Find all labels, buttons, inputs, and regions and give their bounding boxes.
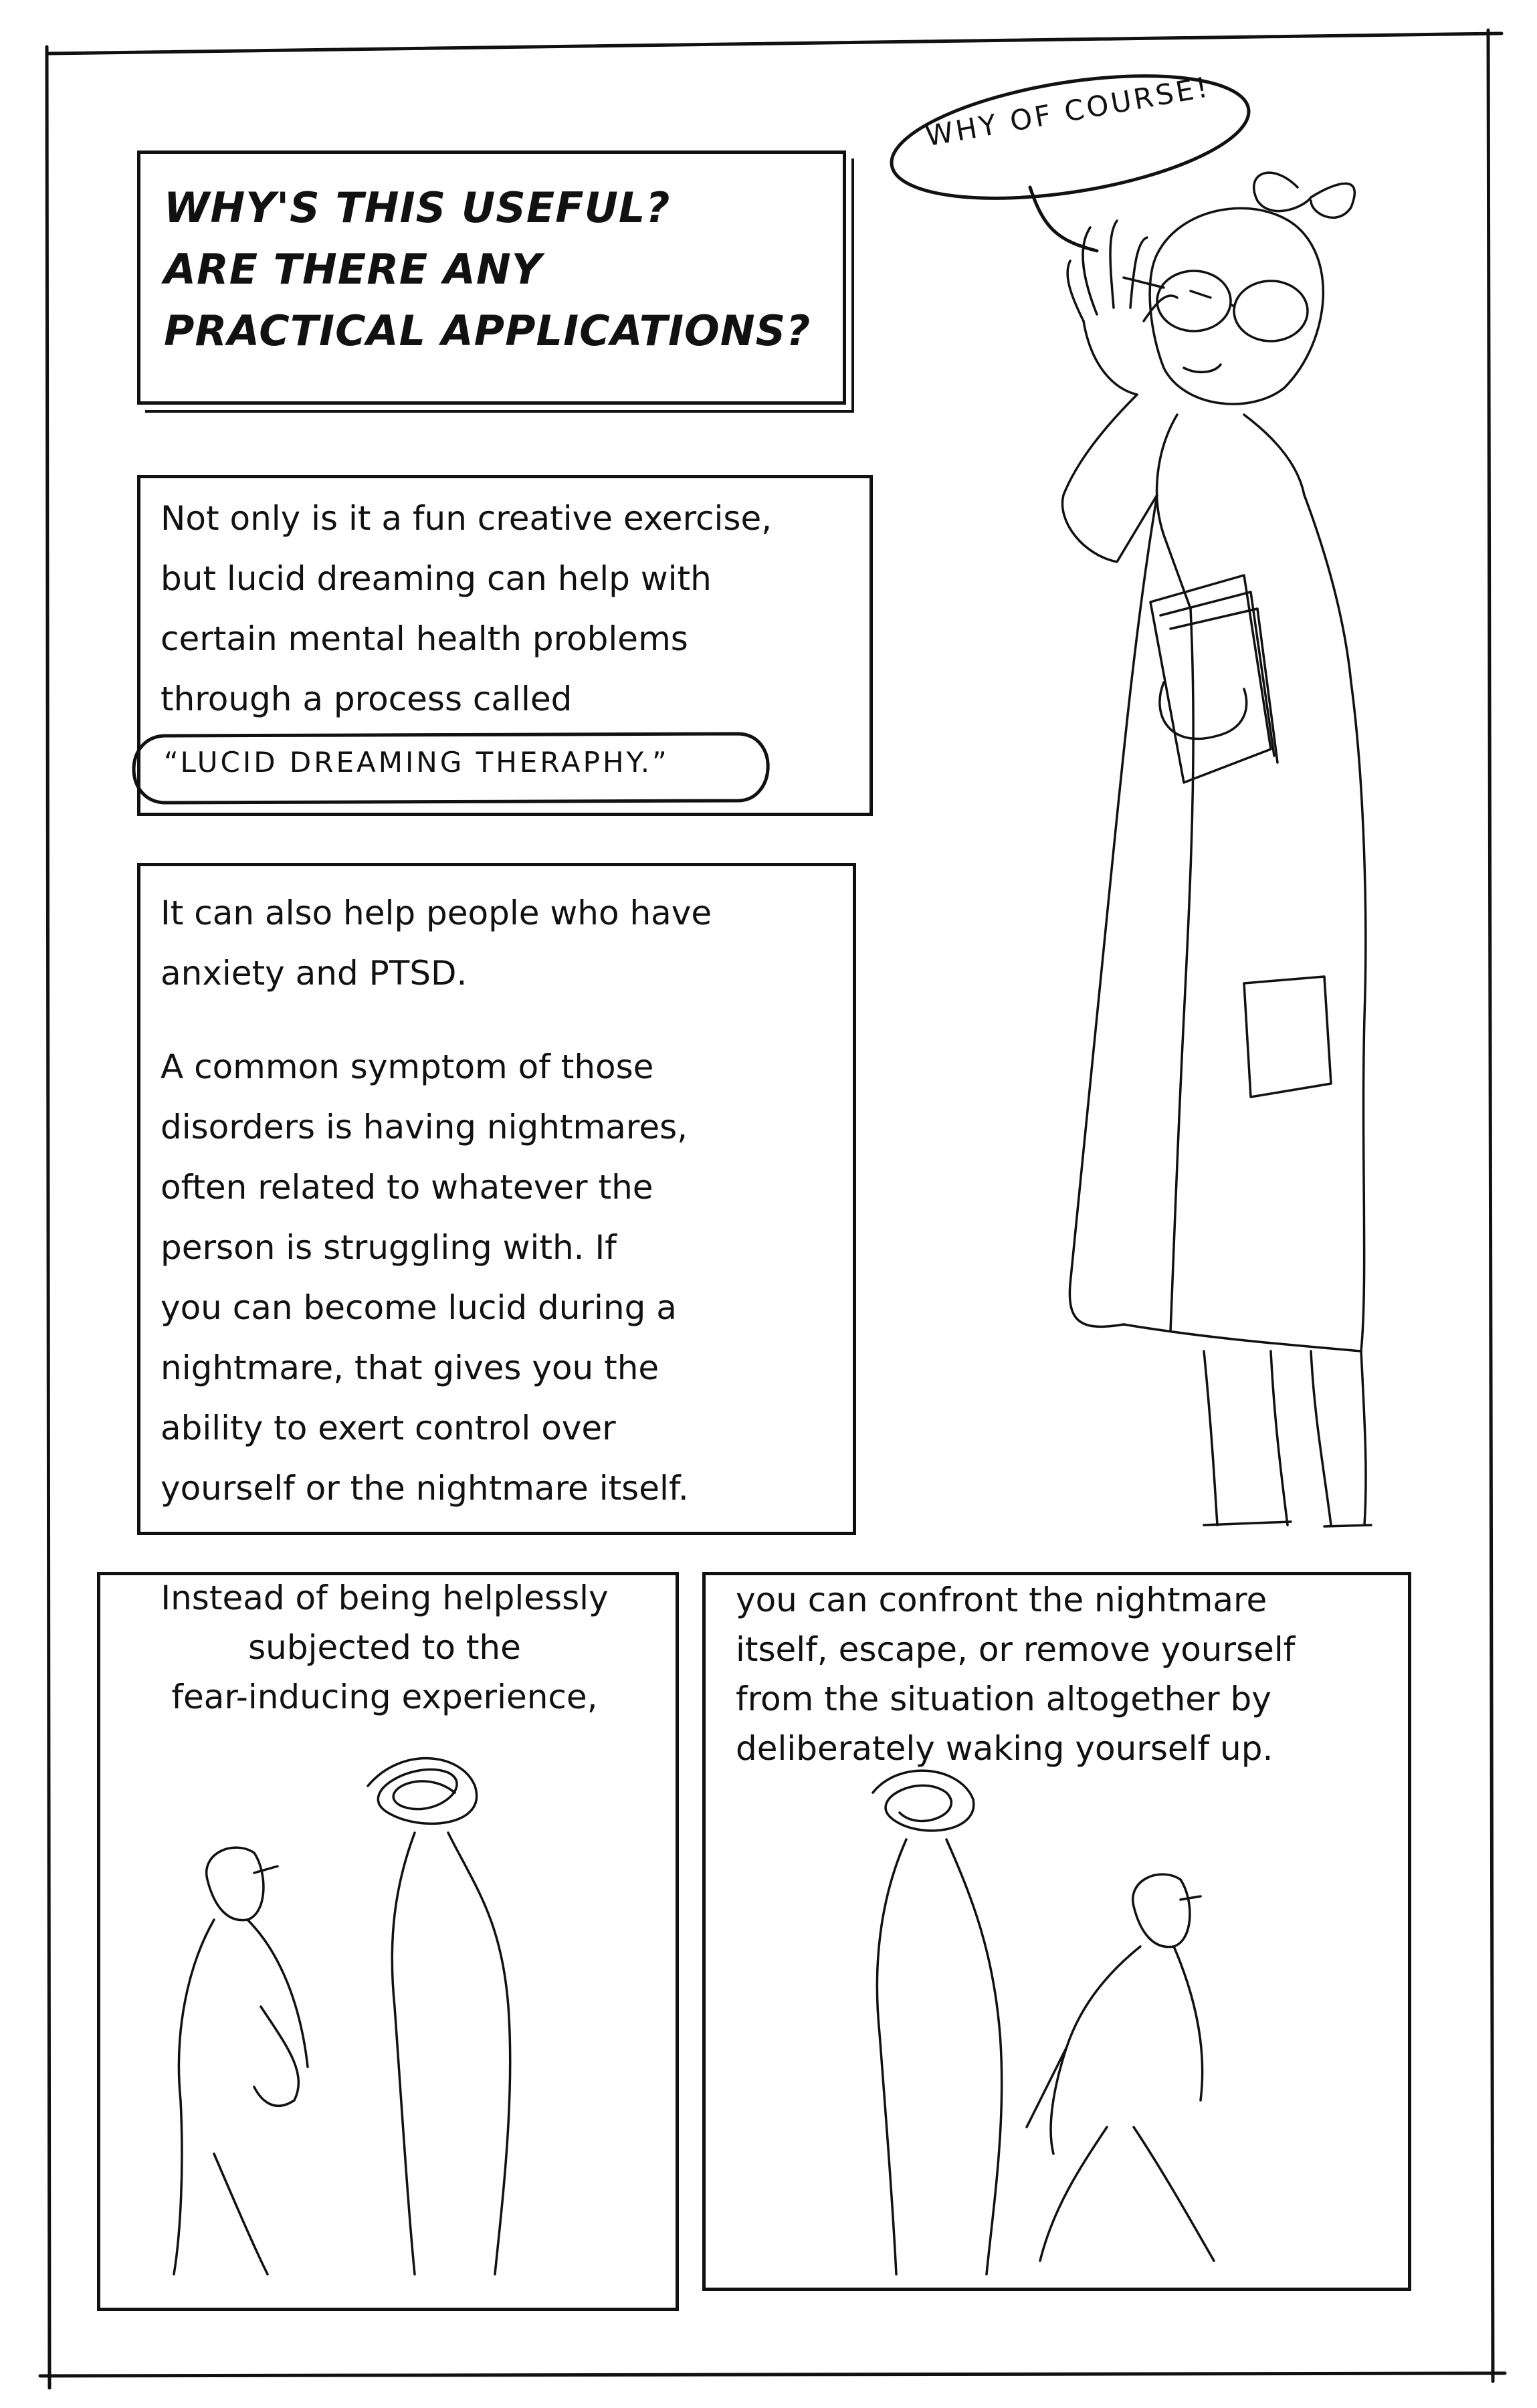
title-line-3: PRACTICAL APPLICATIONS? [164,306,811,355]
panel-right-line-1: you can confront the nightmare [736,1581,1267,1619]
intro-line-1: Not only is it a fun creative exercise, [161,499,773,538]
ptsd-line-6: person is struggling with. If [161,1228,617,1267]
title-text [164,177,811,362]
panel-right-caption [736,1575,1295,1773]
ptsd-line-7: you can become lucid during a [161,1288,677,1327]
helpless-person-sketch [100,1632,676,2301]
title-line-2: ARE THERE ANY [164,245,542,294]
panel-right-line-3: from the situation altogether by [736,1680,1271,1718]
intro-text [161,488,772,729]
ptsd-line-3: A common symptom of those [161,1047,654,1086]
ptsd-para-2 [161,1037,689,1518]
intro-line-4: through a process called [161,680,573,718]
doctor-illustration [869,147,1405,1585]
ptsd-line-5: often related to whatever the [161,1168,653,1207]
ptsd-line-2: anxiety and PTSD. [161,954,468,993]
highlight-term: “LUCID DREAMING THERAPHY.” [164,746,670,779]
panel-left-line-1: Instead of being helplessly [161,1579,609,1617]
ptsd-line-10: yourself or the nightmare itself. [161,1469,689,1508]
panel-left-line-3: fear-inducing experience, [171,1678,598,1716]
panel-right-line-2: itself, escape, or remove yourself [736,1630,1296,1669]
ptsd-line-9: ability to exert control over [161,1409,616,1447]
panel-right-line-4: deliberately waking yourself up. [736,1729,1273,1768]
ptsd-para-1 [161,883,712,1003]
ptsd-line-8: nightmare, that gives you the [161,1348,659,1387]
speech-bubble-text: WHY OF COURSE! [923,70,1213,153]
intro-line-3: certain mental health problems [161,619,688,658]
ptsd-line-1: It can also help people who have [161,894,712,932]
intro-line-2: but lucid dreaming can help with [161,559,712,598]
title-line-1: WHY'S THIS USEFUL? [164,183,671,232]
escaping-person-sketch [706,1752,1401,2288]
ptsd-line-4: disorders is having nightmares, [161,1108,688,1146]
panel-left-line-2: subjected to the [248,1628,521,1667]
